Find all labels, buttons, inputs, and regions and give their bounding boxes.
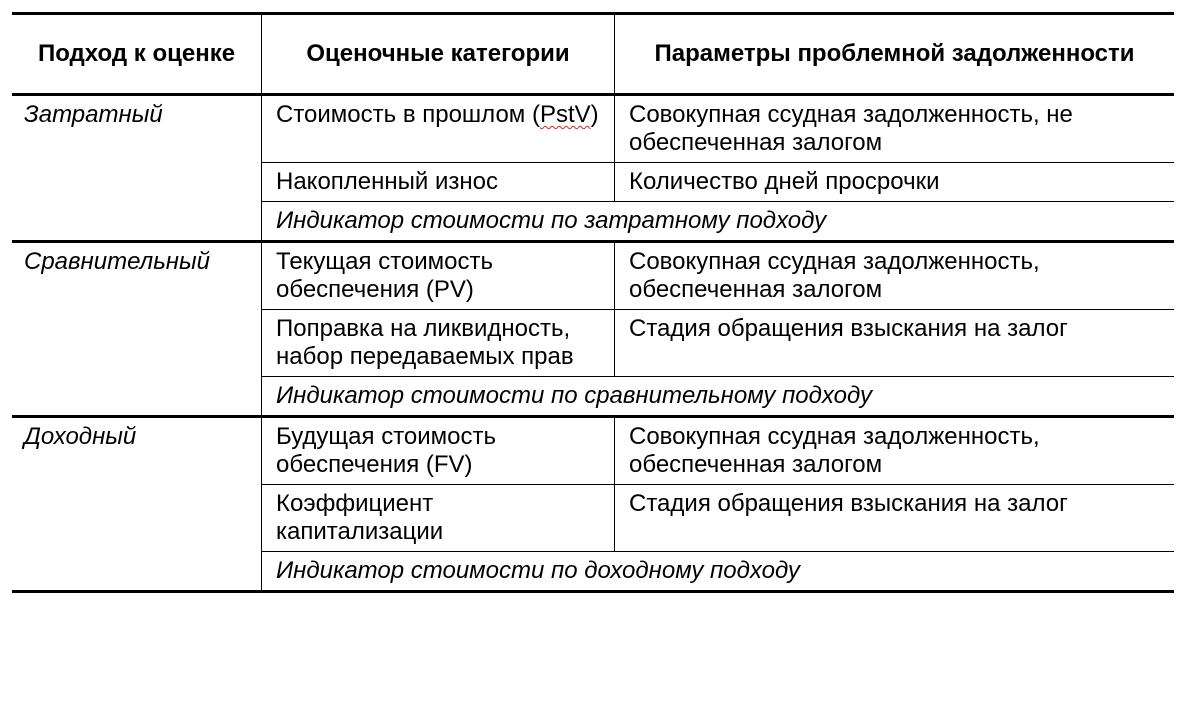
parameter-cell: Стадия обращения взыскания на залог xyxy=(615,485,1175,552)
indicator-comparative: Индикатор стоимости по сравнительному подходу xyxy=(262,377,1175,417)
approach-income: Доходный xyxy=(24,423,137,450)
parameter-cell: Стадия обращения взыскания на залог xyxy=(615,310,1175,377)
table-row xyxy=(12,95,1174,163)
category-cell xyxy=(262,95,615,163)
approach-comparative: Сравнительный xyxy=(24,248,211,275)
indicator-income: Индикатор стоимости по доходному подходу xyxy=(262,552,1175,592)
parameter-cell: Совокупная ссудная задолженность, не обеспеченная залогом xyxy=(615,95,1175,163)
category-text-end: ) xyxy=(590,101,599,128)
header-approach: Подход к оценке xyxy=(37,40,236,67)
category-cell: Текущая стоимость обеспечения (PV) xyxy=(262,242,615,310)
approach-cost: Затратный xyxy=(24,101,163,128)
category-cell: Коэффициент капитализации xyxy=(262,485,615,552)
table-row xyxy=(12,417,1174,485)
category-cell: Накопленный износ xyxy=(262,163,615,202)
indicator-cost: Индикатор стоимости по затратному подходу xyxy=(262,202,1175,242)
category-cell: Будущая стоимость обеспечения (FV) xyxy=(262,417,615,485)
parameter-cell: Совокупная ссудная задолженность, обеспеченная залогом xyxy=(615,242,1175,310)
header-categories: Оценочные категории xyxy=(262,14,615,95)
category-cell: Поправка на ликвидность, набор передаваемых прав xyxy=(262,310,615,377)
parameter-cell: Совокупная ссудная задолженность, обеспеченная залогом xyxy=(615,417,1175,485)
category-text: Стоимость в прошлом ( xyxy=(276,101,540,128)
valuation-table xyxy=(12,12,1174,593)
table-row xyxy=(12,242,1174,310)
header-parameters: Параметры проблемной задолженности xyxy=(615,14,1175,95)
header-row xyxy=(12,14,1174,95)
parameter-cell: Количество дней просрочки xyxy=(615,163,1175,202)
spellcheck-flagged-word: PstV xyxy=(539,101,591,128)
